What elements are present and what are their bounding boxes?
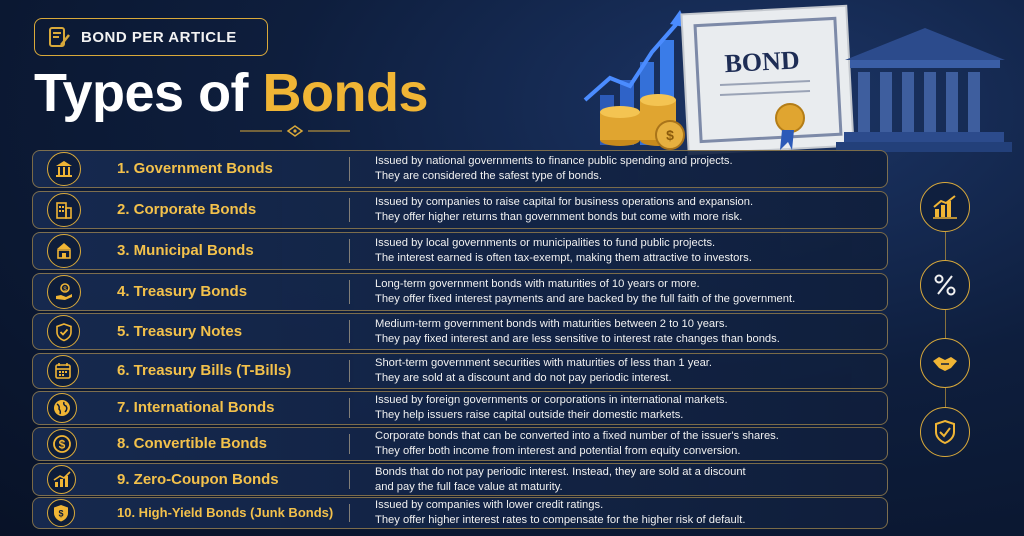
description-line-1: Long-term government bonds with maturities of 10 years or more. — [375, 278, 700, 290]
bond-name: 1. Government Bonds — [117, 160, 273, 177]
svg-text:$: $ — [58, 437, 66, 452]
description-line-2: They are sold at a discount and do not pay periodic interest. — [375, 372, 672, 384]
description-line-2: They offer higher interest rates to compensate for the higher risk of default. — [375, 514, 746, 526]
document-pen-icon — [47, 25, 71, 49]
bond-description — [375, 356, 880, 386]
description-line-1: Bonds that do not pay periodic interest. Instead, they are sold at a discount — [375, 465, 746, 478]
bond-description — [375, 429, 880, 459]
svg-text:$: $ — [63, 287, 67, 293]
bond-row — [32, 391, 888, 425]
row-separator — [349, 239, 350, 263]
bond-row — [32, 313, 888, 350]
bond-description — [375, 465, 880, 495]
bond-description — [375, 195, 880, 225]
shield-check-icon — [920, 407, 970, 457]
description-line-1: Issued by national governments to finance public spending and projects. — [375, 155, 733, 167]
bond-description — [375, 277, 880, 307]
description-line-2: They offer fixed interest payments and are backed by the full faith of the government. — [375, 293, 796, 305]
bond-name: 3. Municipal Bonds — [117, 242, 254, 259]
svg-text:$: $ — [666, 127, 674, 143]
row-separator — [349, 157, 350, 181]
bond-row — [32, 150, 888, 188]
bond-description — [375, 317, 880, 347]
description-line-2: They pay fixed interest and are less sensitive to interest rate changes than bonds. — [375, 332, 780, 345]
description-line-1: Issued by companies to raise capital for business operations and expansion. — [375, 196, 754, 208]
brand-label: BOND PER ARTICLE — [81, 28, 237, 46]
office-building-icon — [47, 193, 81, 227]
bond-name: 10. High-Yield Bonds (Junk Bonds) — [117, 505, 334, 520]
bond-name: 8. Convertible Bonds — [117, 435, 268, 452]
row-separator — [349, 398, 350, 418]
bond-row — [32, 273, 888, 311]
bond-certificate — [681, 6, 853, 154]
row-separator — [349, 470, 350, 489]
bond-row — [32, 463, 888, 496]
row-separator — [349, 198, 350, 222]
description-line-1: Corporate bonds that can be converted into a fixed number of the issuer's shares. — [375, 430, 779, 442]
town-hall-icon — [47, 234, 81, 268]
bond-name: 7. International Bonds — [117, 399, 275, 416]
brand-badge — [34, 18, 268, 56]
svg-text:$: $ — [58, 508, 64, 519]
capitol-building-icon — [47, 152, 81, 186]
percent-icon — [920, 260, 970, 310]
bond-name: 4. Treasury Bonds — [117, 283, 248, 300]
bond-name: 5. Treasury Notes — [117, 322, 243, 340]
bond-description — [375, 498, 880, 528]
row-separator — [349, 434, 350, 454]
bond-row — [32, 191, 888, 229]
description-line-2: They help issuers raise capital outside their domestic markets. — [375, 409, 684, 421]
description-line-2: They offer higher returns than government bonds but come with more risk. — [375, 211, 743, 223]
hand-dollar-icon — [47, 275, 81, 309]
shield-check-icon — [47, 315, 80, 348]
bond-row — [32, 427, 888, 461]
bond-name: 6. Treasury Bills (T-Bills) — [117, 362, 292, 379]
description-line-2: They offer both income from interest and potential from equity conversion. — [375, 445, 741, 457]
row-separator — [349, 320, 350, 343]
ornament-divider-icon — [240, 125, 350, 137]
page-title — [34, 60, 428, 126]
handshake-icon — [920, 338, 970, 388]
title-part-1: Types of — [34, 63, 263, 123]
certificate-label: BOND — [723, 45, 801, 79]
row-separator — [349, 504, 350, 522]
bond-row — [32, 232, 888, 270]
description-line-1: Issued by local governments or municipalities to fund public projects. — [375, 237, 716, 249]
description-line-2: and pay the full face value at maturity. — [375, 480, 563, 493]
description-line-1: Issued by companies with lower credit ratings. — [375, 499, 604, 511]
bond-description — [375, 236, 880, 266]
bond-row — [32, 497, 888, 529]
row-separator — [349, 360, 350, 382]
bond-description — [375, 154, 880, 184]
description-line-2: The interest earned is often tax-exempt, making them attractive to investors. — [375, 252, 752, 264]
description-line-1: Issued by foreign governments or corporations in international markets. — [375, 394, 728, 406]
calendar-icon — [47, 355, 79, 387]
description-line-1: Short-term government securities with maturities of less than 1 year. — [375, 357, 713, 369]
bond-illustration — [580, 0, 1024, 165]
bond-description — [375, 393, 880, 423]
title-part-2: Bonds — [262, 63, 429, 123]
bond-row — [32, 353, 888, 389]
bond-name: 9. Zero-Coupon Bonds — [117, 470, 279, 488]
bank-building-icon — [836, 28, 1012, 152]
globe-icon — [47, 393, 77, 423]
dollar-shield-icon — [47, 499, 75, 527]
bar-chart-icon — [920, 182, 970, 232]
row-separator — [349, 280, 350, 304]
bond-name: 2. Corporate Bonds — [117, 201, 257, 218]
description-line-2: They are considered the safest type of bonds. — [375, 170, 602, 182]
dollar-coin-icon — [47, 429, 77, 459]
description-line-1: Medium-term government bonds with maturities between 2 to 10 years. — [375, 317, 728, 330]
growth-chart-icon — [47, 465, 76, 494]
